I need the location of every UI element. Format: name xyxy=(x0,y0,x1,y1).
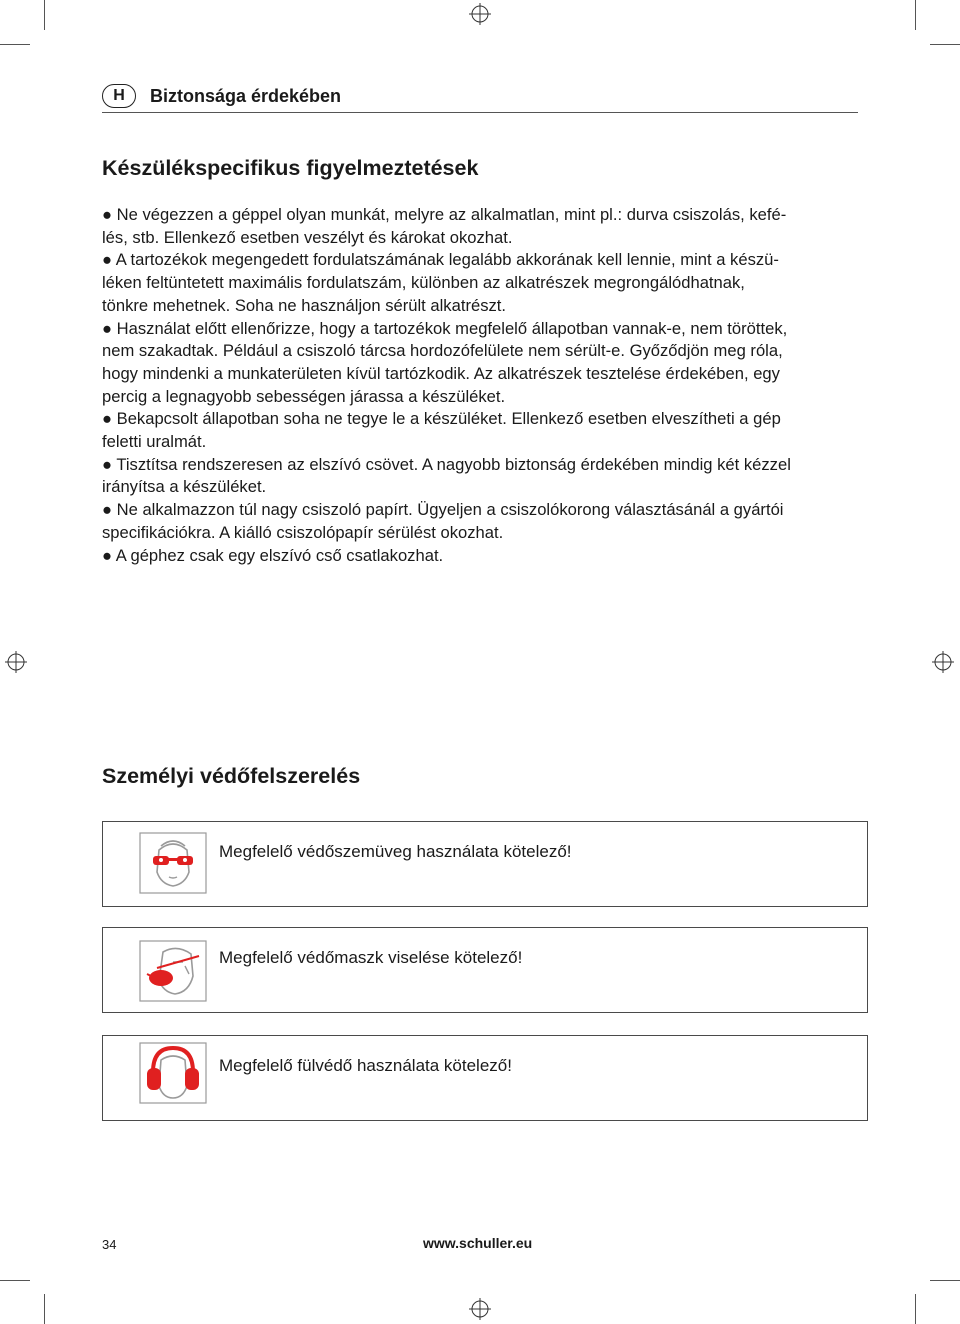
text-line: ● Bekapcsolt állapotban soha ne tegye le a készüléket. Ellenkező esetben elveszítheti a gép xyxy=(102,409,781,429)
registration-mark-left-icon xyxy=(5,651,27,673)
text-line: ● A géphez csak egy elszívó cső csatlakozhat. xyxy=(102,545,444,565)
website-url[interactable]: www.schuller.eu xyxy=(423,1235,533,1251)
section-title-personal-protection: Személyi védőfelszerelés xyxy=(102,764,361,788)
text-line: percig a legnagyobb sebességen járassa a készüléket. xyxy=(102,386,506,406)
text-line: ● Ne végezzen a géppel olyan munkát, melyre az alkalmatlan, mint pl.: durva csiszolás, kefé- xyxy=(102,205,787,224)
text-line: ● Ne alkalmazzon túl nagy csiszoló papírt. Ügyeljen a csiszolókorong választásánál a gyártói xyxy=(102,500,784,520)
text-line: nem szakadtak. Például a csiszoló tárcsa hordozófelülete nem sérült-e. Győződjön meg róla, xyxy=(102,341,783,361)
dust-mask-icon xyxy=(139,940,207,1002)
registration-mark-right-icon xyxy=(932,651,954,673)
text-line: lés, stb. Ellenkező esetben veszélyt és károkat okozhat. xyxy=(102,227,513,247)
section-title-device-warnings: Készülékspecifikus figyelmeztetések xyxy=(102,156,479,180)
text-line: tönkre mehetnek. Soha ne használjon sérült alkatrészt. xyxy=(102,295,507,315)
crop-mark-top-left-h xyxy=(0,44,30,45)
ppe-label-ear-protection: Megfelelő fülvédő használata kötelező! xyxy=(219,1056,512,1075)
crop-mark-bottom-left-h xyxy=(0,1280,30,1281)
text-line: feletti uralmát. xyxy=(102,432,207,452)
crop-mark-bottom-left-v xyxy=(44,1294,45,1324)
language-badge: H xyxy=(102,84,136,108)
crop-mark-bottom-right-h xyxy=(930,1280,960,1281)
text-line: léken feltüntetett maximális fordulatszám, különben az alkatrészek megrongálódhatnak, xyxy=(102,273,745,293)
text-line: irányítsa a készüléket. xyxy=(102,477,267,497)
header-title: Biztonsága érdekében xyxy=(150,86,342,106)
text-line: ● A tartozékok megengedett fordulatszámának legalább akkorának kell lennie, mint a készü- xyxy=(102,250,779,270)
ear-protection-icon xyxy=(139,1042,207,1104)
page-number: 34 xyxy=(102,1237,117,1252)
ppe-item-mask xyxy=(102,927,868,1013)
text-line: ● Tisztítsa rendszeresen az elszívó csövet. A nagyobb biztonság érdekében mindig két kézzel xyxy=(102,454,791,474)
text-line: hogy mindenki a munkaterületen kívül tartózkodik. Az alkatrészek tesztelése érdekében, egy xyxy=(102,363,780,383)
safety-goggles-icon xyxy=(139,832,207,894)
crop-mark-top-right-h xyxy=(930,44,960,45)
ppe-item-ear-protection xyxy=(102,1035,868,1121)
ppe-label-goggles: Megfelelő védőszemüveg használata kötelező! xyxy=(219,842,572,861)
crop-mark-top-right-v xyxy=(915,0,916,30)
ppe-item-goggles xyxy=(102,821,868,907)
ppe-label-mask: Megfelelő védőmaszk viselése kötelező! xyxy=(219,948,523,967)
registration-mark-bottom-icon xyxy=(469,1298,491,1320)
registration-mark-top-icon xyxy=(469,3,491,25)
warnings-text xyxy=(102,204,888,567)
header-divider xyxy=(102,112,858,113)
text-line: specifikációkra. A kiálló csiszolópapír sérülést okozhat. xyxy=(102,522,504,542)
crop-mark-top-left-v xyxy=(44,0,45,30)
crop-mark-bottom-right-v xyxy=(915,1294,916,1324)
text-line: ● Használat előtt ellenőrizze, hogy a tartozékok megfelelő állapotban vannak-e, nem töröttek, xyxy=(102,318,788,338)
